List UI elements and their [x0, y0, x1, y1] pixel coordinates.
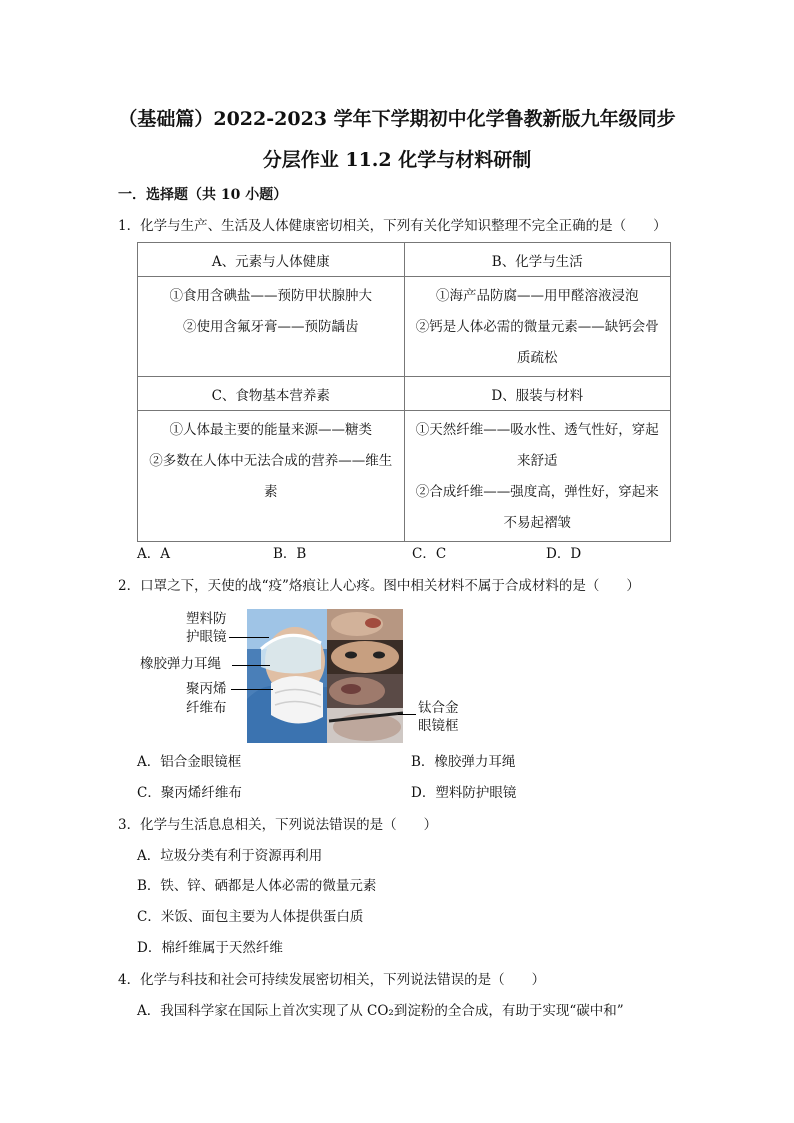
label-fabric-2: 纤维布: [186, 700, 227, 716]
d-line2: 来舒适: [517, 453, 558, 469]
q4-option-a[interactable]: A．我国科学家在国际上首次实现了从 CO₂到淀粉的全合成，有助于实现“碳中和”: [137, 1003, 624, 1019]
label-fabric-1: 聚丙烯: [186, 681, 227, 697]
d-line4: 不易起褶皱: [503, 515, 571, 531]
b-line3: 质疏松: [517, 350, 558, 366]
q2-option-a[interactable]: A．铝合金眼镜框: [137, 754, 242, 770]
label-ear-loop: 橡胶弹力耳绳: [140, 656, 221, 672]
table-cell-a-head: A、元素与人体健康: [138, 243, 405, 277]
q1-option-b[interactable]: B．B: [273, 546, 307, 562]
q3-option-d[interactable]: D．棉纤维属于天然纤维: [137, 940, 283, 956]
q3-option-a[interactable]: A．垃圾分类有利于资源再利用: [137, 848, 323, 864]
q2-stem: 2．口罩之下，天使的战“疫”烙痕让人心疼。图中相关材料不属于合成材料的是（ ）: [118, 578, 640, 594]
b-line2: ②钙是人体必需的微量元素——缺钙会骨: [415, 319, 659, 335]
q2-nurse-photo: [247, 609, 403, 743]
table-cell-d-body: [404, 411, 671, 542]
q3-option-b[interactable]: B．铁、锌、硒都是人体必需的微量元素: [137, 878, 377, 894]
pointer-line-frame: [398, 714, 416, 715]
label-frame-1: 钛合金: [418, 700, 459, 716]
table-cell-a-body: [138, 277, 405, 377]
q2-option-c[interactable]: C．聚丙烯纤维布: [137, 785, 242, 801]
label-frame-2: 眼镜框: [418, 718, 459, 734]
q1-option-c[interactable]: C．C: [412, 546, 447, 562]
doc-title-line2: 分层作业 11.2 化学与材料研制: [262, 149, 532, 171]
a-line1: ①食用含碘盐——预防甲状腺肿大: [169, 288, 372, 304]
q1-option-d[interactable]: D．D: [546, 546, 582, 562]
d-line1: ①天然纤维——吸水性、透气性好，穿起: [415, 422, 659, 438]
q1-knowledge-table: [137, 242, 671, 542]
table-cell-c-head: C、食物基本营养素: [138, 377, 405, 411]
a-line2: ②使用含氟牙膏——预防龋齿: [183, 319, 359, 335]
d-line3: ②合成纤维——强度高，弹性好，穿起来: [415, 484, 659, 500]
table-cell-b-body: [404, 277, 671, 377]
label-goggles-2: 护眼镜: [186, 629, 227, 645]
q3-stem: 3．化学与生活息息相关，下列说法错误的是（ ）: [118, 817, 438, 833]
table-cell-c-body: [138, 411, 405, 542]
pointer-line-ear-loop: [232, 665, 270, 666]
section-heading: 一．选择题（共 10 小题）: [118, 187, 288, 203]
q4-stem: 4．化学与科技和社会可持续发展密切相关，下列说法错误的是（ ）: [118, 972, 546, 988]
table-cell-b-head: B、化学与生活: [404, 243, 671, 277]
q2-option-d[interactable]: D．塑料防护眼镜: [411, 785, 517, 801]
doc-title-line1: （基础篇）2022-2023 学年下学期初中化学鲁教新版九年级同步: [118, 108, 676, 130]
c-line1: ①人体最主要的能量来源——糖类: [169, 422, 372, 438]
pointer-line-fabric: [231, 689, 273, 690]
q1-option-a[interactable]: A．A: [137, 546, 170, 562]
table-cell-d-head: D、服装与材料: [404, 377, 671, 411]
c-line3: 素: [264, 484, 278, 500]
pointer-line-goggles: [229, 637, 269, 638]
q3-option-c[interactable]: C．米饭、面包主要为人体提供蛋白质: [137, 909, 364, 925]
c-line2: ②多数在人体中无法合成的营养——维生: [149, 453, 393, 469]
q2-option-b[interactable]: B．橡胶弹力耳绳: [411, 754, 516, 770]
b-line1: ①海产品防腐——用甲醛溶液浸泡: [436, 288, 639, 304]
nurse-photo-illustration: [247, 609, 403, 743]
label-goggles-1: 塑料防: [186, 611, 227, 627]
q1-stem: 1．化学与生产、生活及人体健康密切相关，下列有关化学知识整理不完全正确的是（ ）: [118, 218, 667, 234]
